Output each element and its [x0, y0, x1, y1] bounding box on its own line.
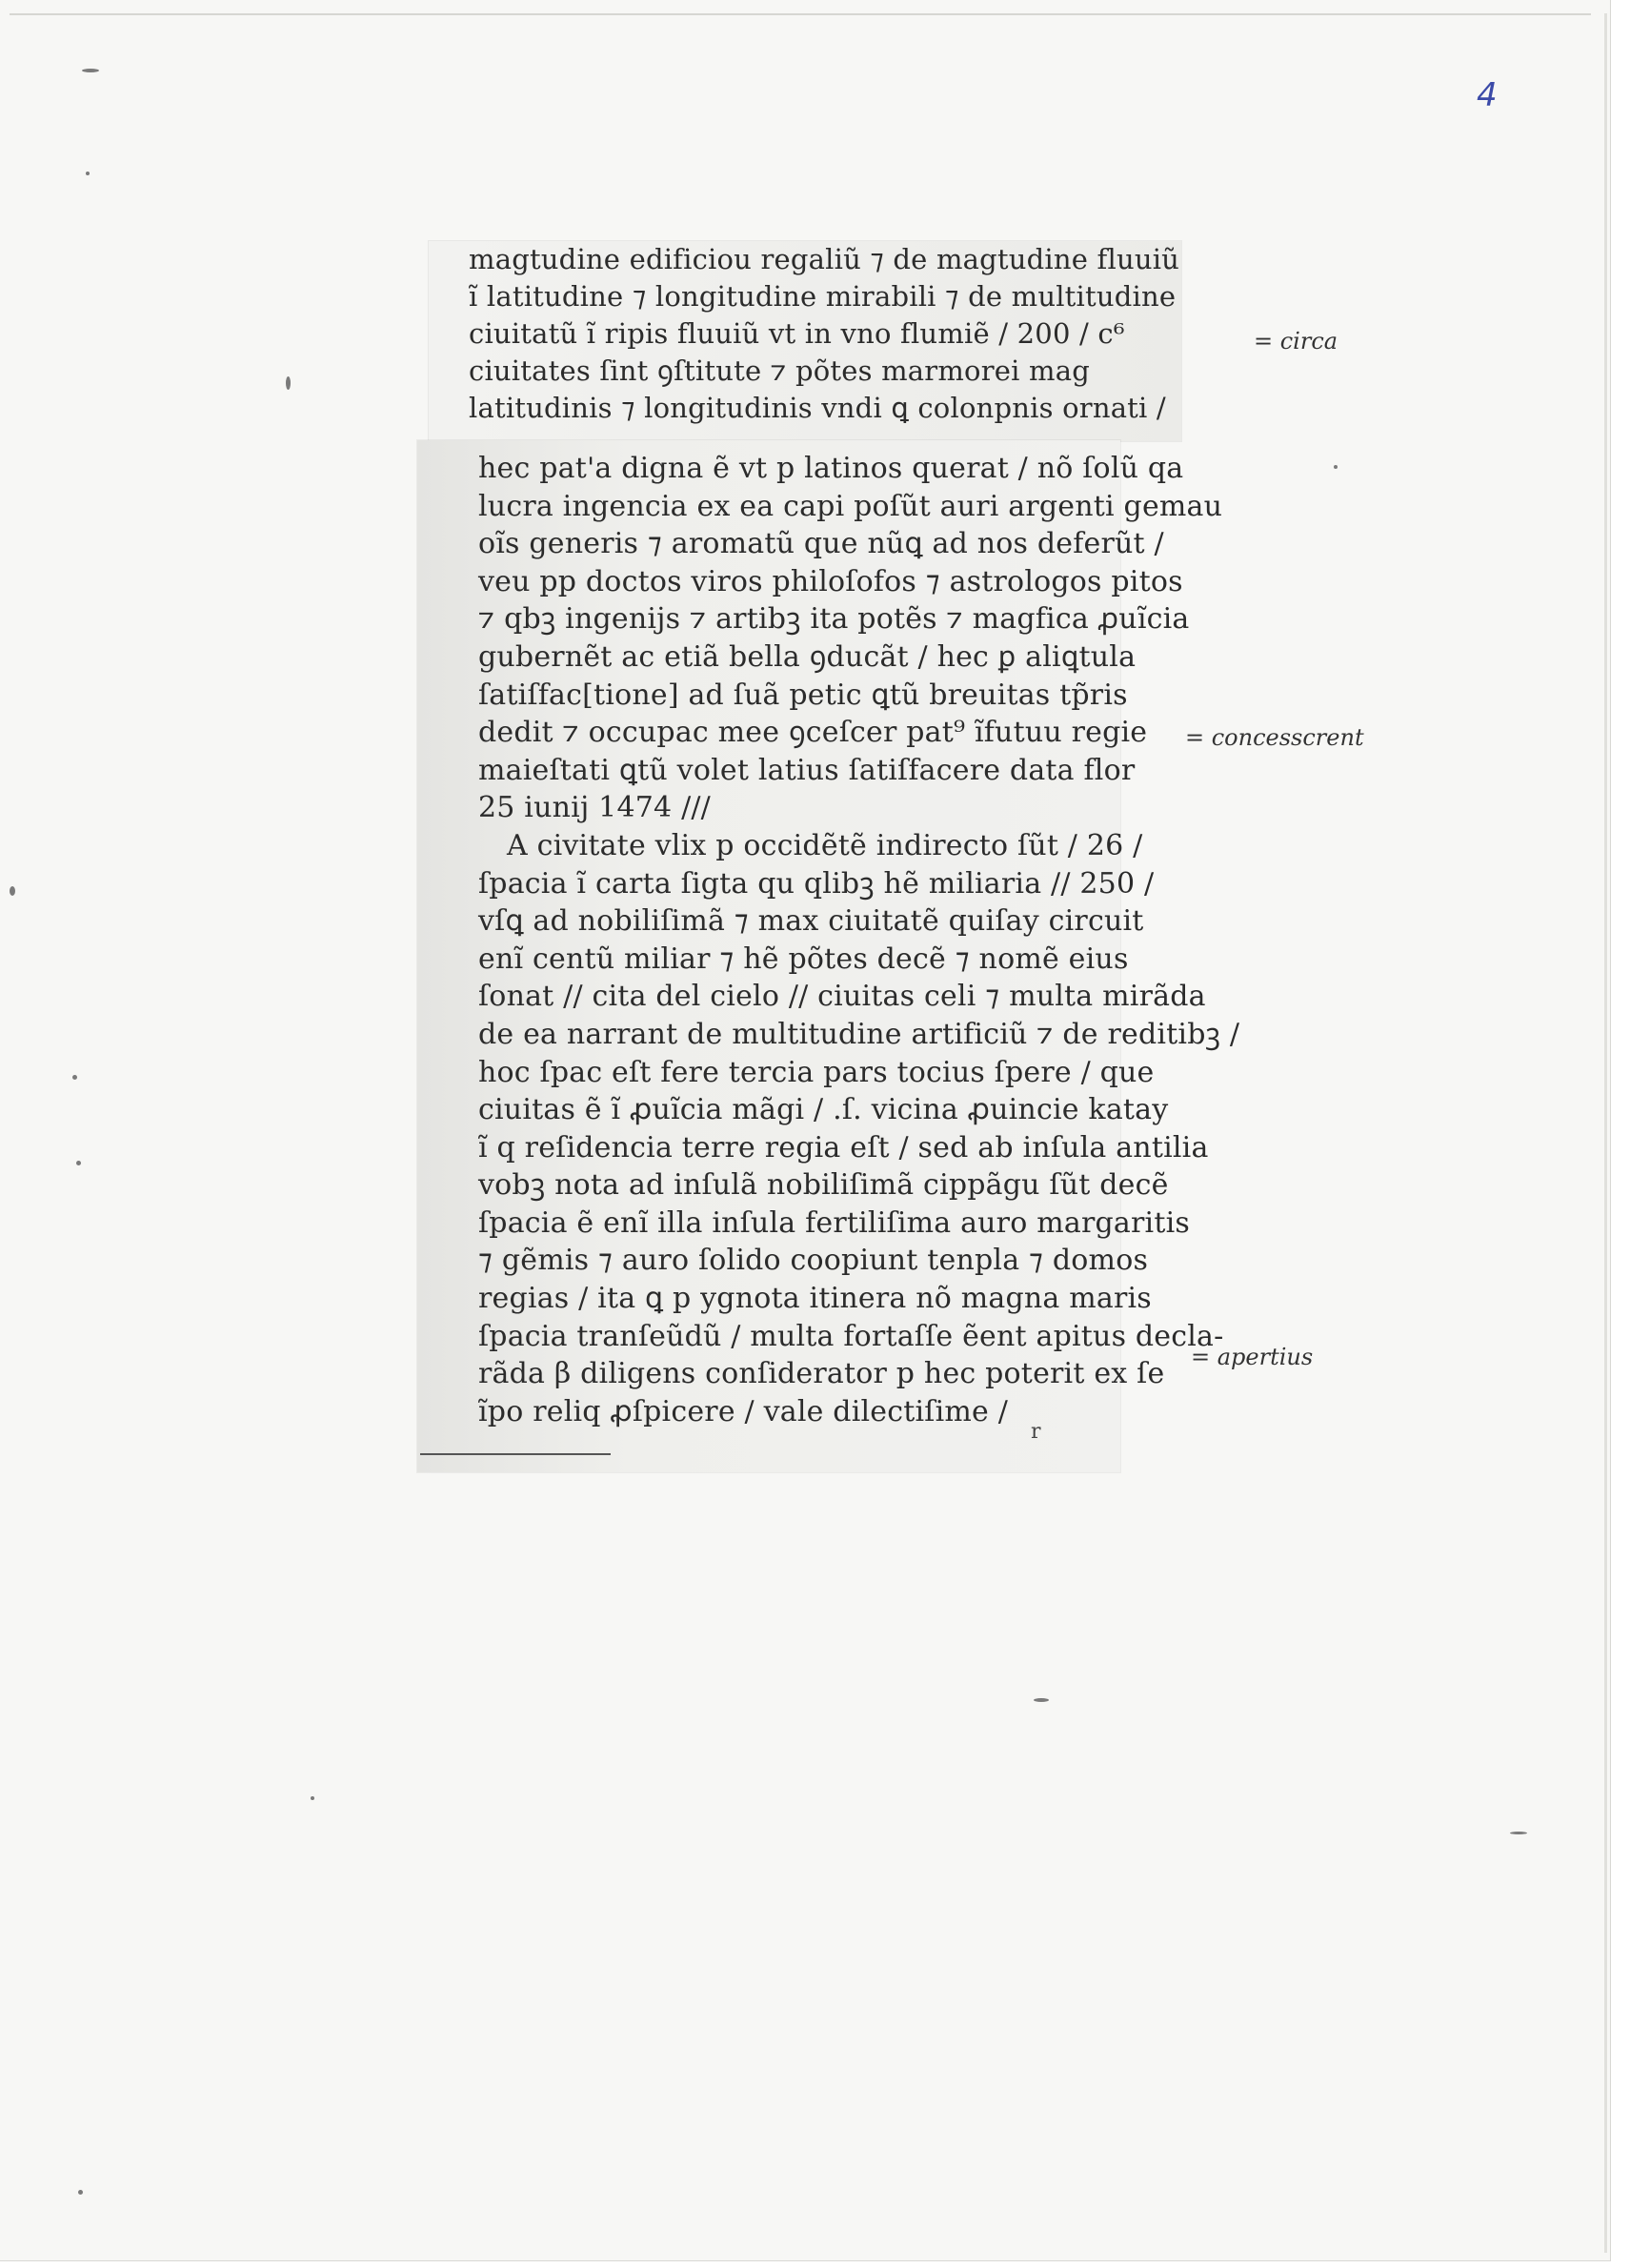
clip-main-line: enĩ centũ miliar ⁊ hẽ põtes decẽ ⁊ nomẽ eius: [478, 942, 1129, 976]
clip-main-line: ciuitas ẽ ĩ ꝓuĩcia mãgi / .ſ. vicina ꝓuincie katay: [478, 1093, 1169, 1127]
paper-speck: [10, 886, 15, 896]
paper-speck: [72, 1075, 77, 1080]
clip-main-line: ſpacia tranſeũdũ / multa fortaſſe ẽent apitus declа-: [478, 1319, 1224, 1353]
clip-main-line: rãda β diligens conſiderator p hec poterit ex ſe: [478, 1357, 1165, 1391]
clip-main-line: ſatiſfac[tione] ad ſuã petic ꝗtũ breuitas tp̃ris: [478, 678, 1128, 712]
clip-top-line: ĩ latitudine ⁊ longitudine mirabili ⁊ de multitudine: [469, 280, 1177, 313]
clip-main-line: oĩs generis ⁊ aromatũ que nũꝗ ad nos deferũt /: [478, 527, 1164, 561]
clip-main-line: hec pat'a digna ẽ vt p latinos querat / nõ ſolũ qa: [478, 452, 1184, 485]
clip-main-line: gubernẽt ac etiã bella ꝯducãt / hec ꝑ aliꝗtula: [478, 639, 1137, 674]
margin-note-concesscrent: = concesscrent: [1185, 724, 1364, 751]
stray-mark: r: [1031, 1420, 1041, 1444]
paper-speck: [286, 376, 291, 390]
clip-top-line: magtudine edificiou regaliũ ⁊ de magtudine fluuiũ: [469, 243, 1180, 275]
paper-speck: [86, 172, 90, 175]
margin-note-apertius: = apertius: [1191, 1344, 1314, 1370]
paper-speck: [311, 1796, 314, 1800]
clip-main-line: ſonat // cita del cielo // ciuitas celi ⁊ multa mirãda: [478, 980, 1206, 1014]
clip-top-line: latitudinis ⁊ longitudinis vndi ꝗ colonpnis ornati /: [469, 392, 1166, 424]
clip-top-line: ciuitates ſint ꝯſtitute ⁊ põtes marmorei mag: [469, 354, 1090, 387]
paper-speck: [76, 1161, 81, 1165]
paper-speck: [1034, 1698, 1049, 1702]
right-edge-shadow: [1604, 13, 1607, 2253]
clip-main-line: ĩpo reliq ꝓſpicere / vale dilectiſime /: [478, 1394, 1009, 1428]
paper-speck: [1510, 1832, 1527, 1834]
clip-main-line: ĩ q reſidencia terre regia eſt / sed ab inſula antilia: [478, 1130, 1209, 1164]
clip-main-line: de ea narrant de multitudine artificiũ ⁊ de reditibꝫ /: [478, 1017, 1240, 1051]
paper-speck: [78, 2190, 83, 2195]
clip-top-line: ciuitatũ ĩ ripis fluuiũ vt in vno flumiẽ / 200 / c⁶: [469, 317, 1125, 350]
clipping-top: [429, 241, 1181, 441]
clip-main-line: ſpacia ĩ carta ſigta qu qlibꝫ hẽ miliaria // 250 /: [478, 866, 1155, 901]
page-number: 4: [1477, 76, 1498, 114]
margin-note-circa: = circa: [1254, 328, 1338, 354]
clip-main-line: hoc ſpac eſt fere tercia pars tocius ſpere / que: [478, 1055, 1155, 1089]
clip-main-line: ſpacia ẽ enĩ illa inſula fertiliſima auro margaritis: [478, 1205, 1190, 1240]
clip-main-line: veu pp doctos viros philoſofos ⁊ astrologos pitos: [478, 564, 1183, 598]
paper-speck: [82, 69, 99, 72]
clip-main-line: regias / ita ꝗ p ygnota itinera nõ magna maris: [478, 1282, 1152, 1316]
top-edge-line: [10, 13, 1591, 15]
clipping-main: [417, 440, 1240, 1472]
clip-main-line: vobꝫ nota ad inſulã nobiliſimã cippãgu ſũt decẽ: [478, 1168, 1169, 1203]
clip-main-line: 25 iunij 1474 ///: [478, 791, 711, 825]
clip-main-line: vſꝗ ad nobiliſimã ⁊ max ciuitatẽ quiſay circuit: [478, 904, 1144, 939]
clipping-bottom-rule: [420, 1453, 611, 1455]
clip-main-line: ⁊ gẽmis ⁊ auro ſolido coopiunt tenpla ⁊ domos: [478, 1244, 1149, 1278]
clip-main-line: maieſtati ꝗtũ volet latius ſatiſfacere data flor: [478, 753, 1136, 787]
paper-speck: [1334, 465, 1338, 469]
clip-main-line: lucra ingencia ex ea capi poſũt auri argenti gemau: [478, 489, 1223, 523]
clip-main-line: A civitate vlix p occidẽtẽ indirecto ſũt / 26 /: [507, 828, 1143, 862]
clip-main-line: dedit ⁊ occupac mee ꝯceſcer pat⁹ ĩfutuu regie: [478, 716, 1148, 750]
clip-main-line: ⁊ qbꝫ ingenijs ⁊ artibꝫ ita potẽs ⁊ magfica ꝓuĩcia: [478, 602, 1190, 637]
